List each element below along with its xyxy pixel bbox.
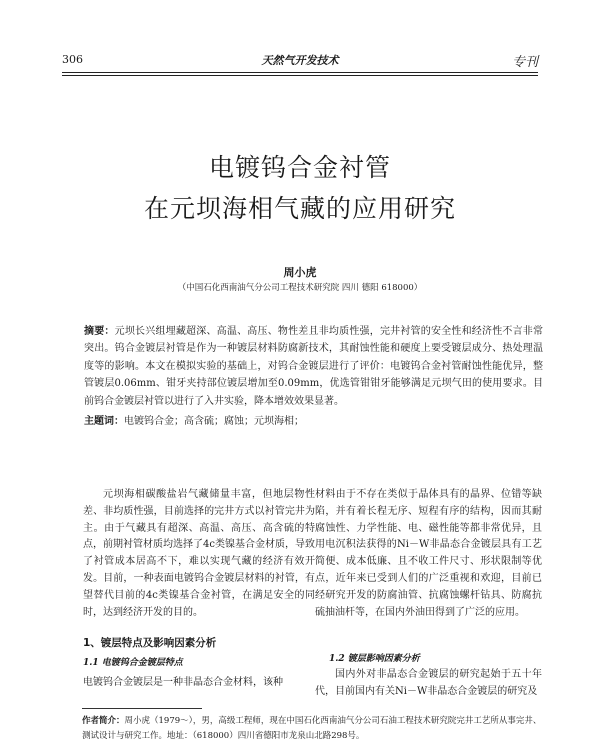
right-paragraph-2-container [315, 666, 542, 700]
article-title [40, 147, 560, 229]
right-paragraph-2: 国内外对非晶态合金镀层的研究起始于五十年代，目前国内有关Ni－W非晶态合金镀层的研究及 [315, 669, 542, 697]
journal-name: 天然气开发技术 [261, 54, 339, 67]
abstract-label: 摘要： [84, 326, 115, 337]
author-footnote [82, 714, 542, 743]
left-paragraph-1: 元坝海相碳酸盐岩气藏储量丰富，但地层物性差、非均质性强，目前选择的完井方式以衬管完井为主。由于气藏具有超深、高温、高压、高含硫的特点，前期衬管材质均选择了4c类镍基合金材质，导致了衬管成本居高不下，难以实现气藏的经济有效开发。目前，一种表面电镀钨合金镀层材料的衬管，有望替代目前的4c类镍基合金衬管，在满足安全的同时，达到经济开发的目的。 [83, 489, 315, 618]
body-right-column [315, 487, 542, 621]
footnote-label: 作者简介： [82, 716, 125, 726]
keywords [84, 412, 543, 427]
abstract-text: 元坝长兴组埋藏超深、高温、高压、物性差且非均质性强，完井衬管的安全性和经济性不言非常突出。钨合金镀层衬管是作为一种镀层材料防腐新技术，其耐蚀性能和硬度上要受镀层成分、热处理温度等的影响。本文在模拟实验的基础上，对钨合金镀层进行了评价：电镀钨合金衬管耐蚀性能优异，整管镀层0.06mm、钳牙夹持部位镀层增加至0.09mm，优选管钳钳牙能够满足元坝气田的使用要求。目前钨合金镀层衬管以进行了入井实验，降本增效效果显著。 [84, 326, 544, 407]
abstract [84, 323, 543, 410]
header-rule-thin [62, 75, 538, 76]
footnote-rule [82, 708, 202, 709]
section-heading-1: 1、镀层特点及影响因素分析 [83, 637, 217, 649]
title-line-1: 电镀钨合金衬管 [208, 153, 391, 182]
author-name: 周小虎 [283, 266, 317, 279]
footnote-text: 周小虎（1979～），男，高级工程师，现在中国石化西南油气分公司石油工程技术研究院完井工艺所从事完井、测试设计与研究工作。地址：（618000）四川省德阳市龙泉山北路298号。 [82, 716, 542, 741]
title-line-2: 在元坝海相气藏的应用研究 [143, 194, 456, 223]
subsection-heading-1-2: 1.2 镀层影响因素分析 [329, 654, 420, 664]
keywords-label: 主题词： [84, 416, 124, 427]
subsection-heading-1-1: 1.1 电镀钨合金镀层特点 [83, 658, 183, 668]
page-number: 306 [62, 53, 83, 66]
right-paragraph-1: 材料由于不存在类似于晶体具有的晶界、位错等缺陷，并有着长程无序、短程有序的结构，因而其耐腐蚀性、力学性能、电、磁性能等都非常优异，且用电沉积法获得的Ni－W非晶态合金镀层具有工艺简便、成本低廉、且不收工件尺寸、形状限制等优点，近年来已受到人们的广泛重视和欢迎，目前已经研究开发的防腐油管、抗腐蚀螺杆钻具、防腐抗硫抽油杆等，在国内外油田得到了广泛的应用。 [315, 489, 542, 618]
author-affiliation: （中国石化西南油气分公司工程技术研究院 四川 德阳 618000） [177, 283, 423, 293]
running-header [62, 50, 538, 70]
left-paragraph-2: 电镀钨合金镀层是一种非晶态合金材料，该种 [83, 677, 283, 688]
column-label: 专刊 [511, 55, 538, 70]
header-rule-thick [62, 72, 538, 73]
keywords-text: 电镀钨合金；高含硫；腐蚀；元坝海相； [124, 416, 304, 427]
body-left-column [83, 487, 315, 621]
